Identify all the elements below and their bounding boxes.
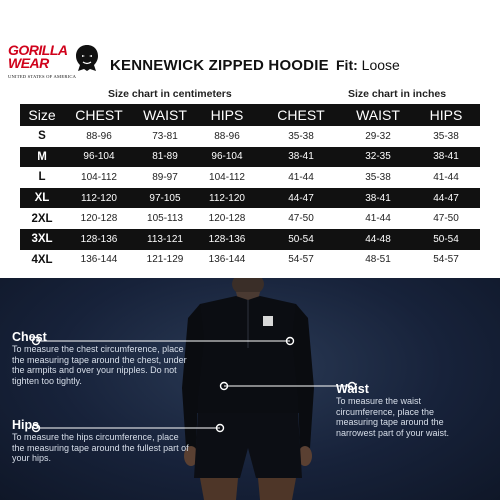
cell: 35-38 bbox=[433, 130, 459, 142]
cell: 54-57 bbox=[288, 254, 314, 266]
table-row bbox=[20, 188, 480, 209]
cell: 96-104 bbox=[196, 147, 258, 168]
cell-size: L bbox=[38, 171, 46, 184]
cell: 41-44 bbox=[433, 171, 459, 183]
cell: 48-51 bbox=[365, 254, 391, 266]
cell: 73-81 bbox=[152, 130, 178, 142]
hips-annotation bbox=[12, 418, 192, 464]
waist-annotation bbox=[336, 382, 476, 438]
cell: 96-104 bbox=[64, 147, 134, 168]
table-row bbox=[20, 167, 480, 188]
cell: 128-136 bbox=[196, 229, 258, 250]
cell: 89-97 bbox=[152, 171, 178, 183]
measurement-guide bbox=[0, 278, 500, 500]
chest-title: Chest bbox=[12, 330, 47, 344]
col-header-waist-cm: WAIST bbox=[134, 104, 196, 126]
cell: 88-96 bbox=[214, 130, 240, 142]
cell: 44-47 bbox=[258, 188, 344, 209]
col-header-waist-in: WAIST bbox=[344, 104, 412, 126]
cell: 38-41 bbox=[344, 188, 412, 209]
waist-description: To measure the waist circumference, place the measuring tape around the narrowest part of your waist. bbox=[336, 396, 450, 438]
hips-description: To measure the hips circumference, place the measuring tape around the fullest part of your hips. bbox=[12, 432, 189, 463]
size-table bbox=[20, 104, 480, 270]
table-row bbox=[20, 208, 480, 229]
cell: 128-136 bbox=[64, 229, 134, 250]
table-header-row bbox=[20, 104, 480, 126]
hips-title: Hips bbox=[12, 418, 40, 432]
cell-size: 4XL bbox=[31, 253, 53, 266]
caption-inches: Size chart in inches bbox=[348, 88, 447, 100]
cell: 97-105 bbox=[134, 188, 196, 209]
cell: 120-128 bbox=[208, 213, 246, 225]
caption-centimeters: Size chart in centimeters bbox=[108, 88, 232, 100]
cell: 113-121 bbox=[134, 229, 196, 250]
cell: 35-38 bbox=[288, 130, 314, 142]
cell: 136-144 bbox=[208, 254, 246, 266]
fit-value: Loose bbox=[361, 57, 400, 73]
product-title: KENNEWICK ZIPPED HOODIE bbox=[110, 57, 329, 74]
cell: 121-129 bbox=[146, 254, 184, 266]
cell: 32-35 bbox=[344, 147, 412, 168]
cell: 38-41 bbox=[258, 147, 344, 168]
table-row bbox=[20, 250, 480, 271]
cell: 112-120 bbox=[196, 188, 258, 209]
cell: 44-47 bbox=[412, 188, 480, 209]
cell: 29-32 bbox=[365, 130, 391, 142]
brand-logo-line1: GORILLA bbox=[8, 42, 68, 58]
cell: 47-50 bbox=[433, 213, 459, 225]
cell: 104-112 bbox=[81, 171, 117, 183]
brand-tagline: UNITED STATES OF AMERICA bbox=[8, 74, 77, 79]
cell-size: S bbox=[38, 130, 46, 143]
col-header-hips-cm: HIPS bbox=[196, 104, 258, 126]
cell: 54-57 bbox=[433, 254, 459, 266]
table-row bbox=[20, 229, 480, 250]
cell: 104-112 bbox=[209, 171, 245, 183]
chest-description: To measure the chest circumference, place the measuring tape around the chest, under the armpits and over your nipples. Do not tighten too tightly. bbox=[12, 344, 187, 386]
waist-title: Waist bbox=[336, 382, 369, 396]
col-header-size: Size bbox=[20, 104, 64, 126]
fit-label: Fit: bbox=[336, 57, 358, 73]
cell-size: M bbox=[20, 147, 64, 168]
cell: 88-96 bbox=[86, 130, 112, 142]
cell: 136-144 bbox=[80, 254, 118, 266]
cell: 44-48 bbox=[344, 229, 412, 250]
table-row bbox=[20, 147, 480, 168]
cell: 120-128 bbox=[80, 213, 118, 225]
fit-info bbox=[336, 57, 400, 73]
cell: 35-38 bbox=[365, 171, 391, 183]
cell: 50-54 bbox=[258, 229, 344, 250]
gorilla-icon bbox=[72, 43, 102, 73]
col-header-chest-cm: CHEST bbox=[64, 104, 134, 126]
col-header-hips-in: HIPS bbox=[412, 104, 480, 126]
table-row bbox=[20, 126, 480, 147]
brand-logo bbox=[8, 42, 100, 92]
cell-size: 3XL bbox=[20, 229, 64, 250]
brand-logo-line2: WEAR bbox=[8, 55, 49, 71]
cell: 50-54 bbox=[412, 229, 480, 250]
cell: 105-113 bbox=[147, 213, 183, 225]
cell: 112-120 bbox=[64, 188, 134, 209]
cell-size: XL bbox=[20, 188, 64, 209]
col-header-chest-in: CHEST bbox=[258, 104, 344, 126]
cell: 47-50 bbox=[288, 213, 314, 225]
cell: 38-41 bbox=[412, 147, 480, 168]
cell-size: 2XL bbox=[31, 212, 53, 225]
cell: 81-89 bbox=[134, 147, 196, 168]
cell: 41-44 bbox=[365, 213, 391, 225]
cell: 41-44 bbox=[288, 171, 314, 183]
chest-annotation bbox=[12, 330, 192, 386]
